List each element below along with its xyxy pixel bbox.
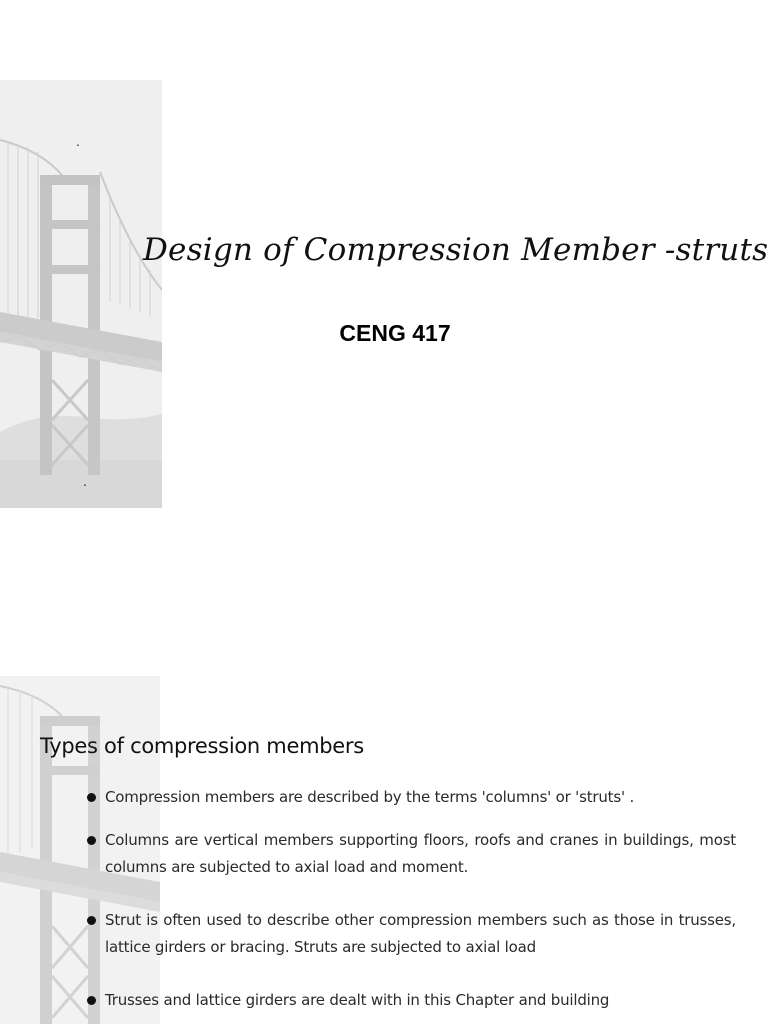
slide-heading: Types of compression members xyxy=(40,734,364,758)
bullet-item: Strut is often used to describe other compression members such as those in trusses, lattice girders or bracing. Struts are subjected to axial load xyxy=(86,907,736,961)
bullet-item: Columns are vertical members supporting floors, roofs and cranes in buildings, most columns are subjected to axial load and moment. xyxy=(86,827,736,881)
slide-subtitle-text: CENG 417 xyxy=(339,320,451,346)
slide-mark-bottom: . xyxy=(83,475,87,489)
slide-mark-top: . xyxy=(76,135,80,149)
bullet-item: Trusses and lattice girders are dealt with in this Chapter and building xyxy=(86,987,736,1014)
bridge-photo-image xyxy=(0,80,162,508)
slide-title-text: Design of Compression Member -struts xyxy=(143,232,768,268)
bullet-list xyxy=(86,784,736,1014)
slide-content xyxy=(0,676,768,1024)
bullet-item: Compression members are described by the terms 'columns' or 'struts' . xyxy=(86,784,736,811)
